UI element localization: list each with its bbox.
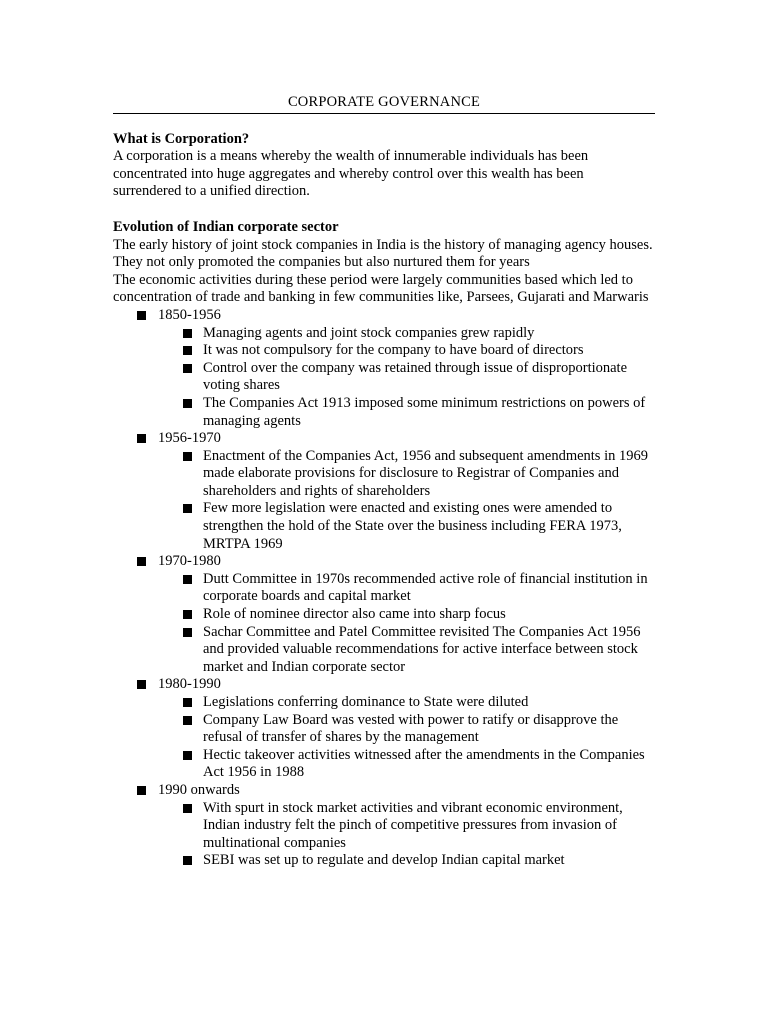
timeline-period-label: 1970-1980 — [158, 553, 221, 570]
square-bullet-icon — [137, 680, 146, 689]
timeline-period — [113, 430, 655, 553]
timeline-point — [158, 747, 655, 782]
square-bullet-icon — [183, 698, 192, 707]
square-bullet-icon — [183, 504, 192, 513]
timeline-period — [113, 676, 655, 782]
square-bullet-icon — [183, 452, 192, 461]
timeline-point-list — [158, 694, 655, 782]
timeline-period — [113, 307, 655, 430]
timeline-period-label: 1850-1956 — [158, 306, 221, 323]
timeline-point-text: SEBI was set up to regulate and develop Indian capital market — [203, 852, 565, 869]
square-bullet-icon — [137, 311, 146, 320]
document-page — [113, 94, 655, 870]
square-bullet-icon — [183, 628, 192, 637]
section-heading-evolution: Evolution of Indian corporate sector — [113, 218, 339, 235]
section-paragraph-corporation: A corporation is a means whereby the wealth of innumerable individuals has been concentrated into huge aggregates and whereby control over this wealth has been surrendered to a unified direction. — [113, 148, 589, 200]
timeline-point — [158, 712, 655, 747]
section-paragraph-intro-2: The economic activities during these period were largely communities based which led to concentration of trade and banking in few communities like, Parsees, Gujarati and Marwaris — [113, 271, 649, 306]
timeline-period-label: 1990 onwards — [158, 781, 240, 798]
timeline-period — [113, 782, 655, 870]
square-bullet-icon — [183, 364, 192, 373]
timeline-point — [158, 571, 655, 606]
square-bullet-icon — [137, 434, 146, 443]
spacer — [113, 114, 655, 131]
timeline-point-list — [158, 800, 655, 870]
timeline-point-list — [158, 325, 655, 431]
timeline-point-text: Sachar Committee and Patel Committee revisited The Companies Act 1956 and provided valuable recommendations for active interface between stock market and Indian corporate sector — [203, 623, 641, 675]
timeline-point — [158, 800, 655, 853]
timeline-point-text: The Companies Act 1913 imposed some minimum restrictions on powers of managing agents — [203, 394, 646, 429]
timeline-point — [158, 852, 655, 870]
timeline-point — [158, 500, 655, 553]
timeline-list — [113, 307, 655, 870]
square-bullet-icon — [183, 751, 192, 760]
timeline-point — [158, 606, 655, 624]
square-bullet-icon — [183, 716, 192, 725]
timeline-point — [158, 395, 655, 430]
timeline-period-label: 1980-1990 — [158, 676, 221, 693]
timeline-period-label: 1956-1970 — [158, 430, 221, 447]
square-bullet-icon — [183, 399, 192, 408]
spacer — [113, 201, 655, 219]
timeline-point — [158, 360, 655, 395]
timeline-point-text: Role of nominee director also came into sharp focus — [203, 606, 506, 623]
square-bullet-icon — [137, 786, 146, 795]
section-heading-what-is-corporation: What is Corporation? — [113, 130, 250, 147]
timeline-point-list — [158, 448, 655, 554]
timeline-point-text: Company Law Board was vested with power to ratify or disapprove the refusal of transfer of shares by the management — [203, 711, 619, 746]
square-bullet-icon — [137, 557, 146, 566]
timeline-point-text: Legislations conferring dominance to State were diluted — [203, 694, 529, 710]
timeline-point-text: Few more legislation were enacted and existing ones were amended to strengthen the hold of the State over the business including FERA 1973, MRTPA 1969 — [203, 500, 622, 552]
timeline-point-text: Dutt Committee in 1970s recommended active role of financial institution in corporate boards and capital market — [203, 570, 648, 605]
timeline-point-list — [158, 571, 655, 677]
timeline-point-text: Managing agents and joint stock companies grew rapidly — [203, 324, 535, 341]
timeline-period — [113, 553, 655, 676]
square-bullet-icon — [183, 856, 192, 865]
timeline-point-text: Enactment of the Companies Act, 1956 and subsequent amendments in 1969 made elaborate provisions for disclosure to Registrar of Companies and shareholders and rights of shareholders — [203, 447, 648, 499]
section-paragraph-intro-1: The early history of joint stock companies in India is the history of managing agency houses. They not only promoted the companies but also nurtured them for years — [113, 236, 653, 271]
timeline-point-text: Control over the company was retained through issue of disproportionate voting shares — [203, 359, 628, 394]
timeline-point-text: Hectic takeover activities witnessed after the amendments in the Companies Act 1956 in 1988 — [203, 746, 645, 781]
document-title: CORPORATE GOVERNANCE — [113, 94, 655, 114]
timeline-point — [158, 694, 655, 712]
square-bullet-icon — [183, 346, 192, 355]
timeline-point — [158, 342, 655, 360]
square-bullet-icon — [183, 804, 192, 813]
timeline-point — [158, 624, 655, 677]
timeline-point — [158, 448, 655, 501]
timeline-point-text: With spurt in stock market activities and vibrant economic environment, Indian industry felt the pinch of competitive pressures from invasion of multinational companies — [203, 799, 623, 851]
square-bullet-icon — [183, 610, 192, 619]
square-bullet-icon — [183, 329, 192, 338]
square-bullet-icon — [183, 575, 192, 584]
timeline-point — [158, 325, 655, 343]
timeline-point-text: It was not compulsory for the company to have board of directors — [203, 342, 584, 359]
